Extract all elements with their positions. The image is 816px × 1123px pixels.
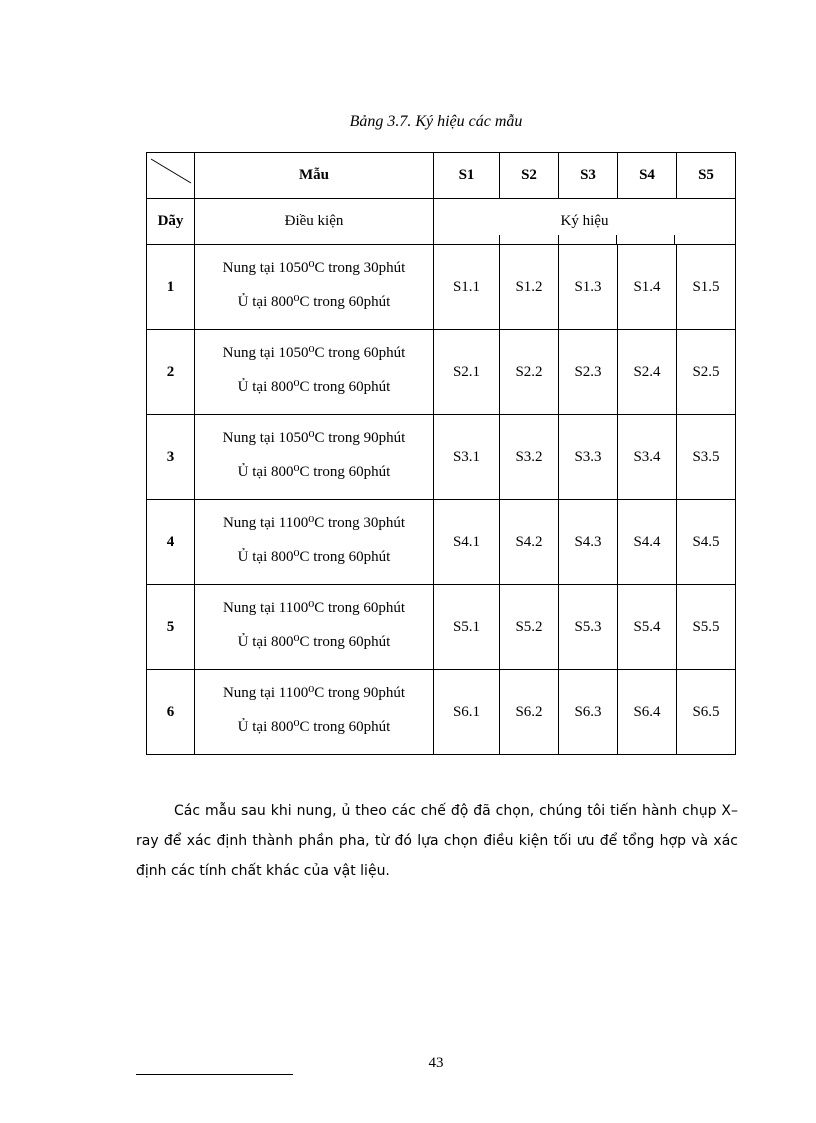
annealing-condition: Ủ tại 800⁰C trong 60phút <box>237 549 391 565</box>
symbol-header-label: Ký hiệu <box>560 213 609 229</box>
page-number: 43 <box>428 1055 444 1071</box>
annealing-condition: Ủ tại 800⁰C trong 60phút <box>237 719 391 735</box>
sample-column-header: S1 <box>434 153 500 199</box>
series-header: Dãy <box>147 199 195 245</box>
firing-condition: Nung tại 1100⁰C trong 90phút <box>222 685 406 701</box>
table-row <box>147 415 736 500</box>
body-paragraph: Các mẫu sau khi nung, ủ theo các chế độ đã chọn, chúng tôi tiến hành chụp X–ray để xác định thành phần pha, từ đó lựa chọn điều kiện tối ưu để tổng hợp và xác định các tính chất khác của vật liệu. <box>136 803 738 879</box>
series-number: 2 <box>147 330 195 415</box>
sample-symbol: S6.1 <box>434 670 500 755</box>
sample-symbol: S4.2 <box>500 500 559 585</box>
sample-symbol: S1.1 <box>434 245 500 330</box>
sample-header: Mẫu <box>195 153 434 199</box>
firing-condition: Nung tại 1100⁰C trong 60phút <box>222 600 406 616</box>
sample-symbol: S2.4 <box>618 330 677 415</box>
sample-symbol: S2.2 <box>500 330 559 415</box>
condition-cell <box>195 585 434 670</box>
sample-symbol: S2.5 <box>677 330 736 415</box>
sample-column-header: S4 <box>618 153 677 199</box>
series-number: 4 <box>147 500 195 585</box>
sample-symbol: S5.4 <box>618 585 677 670</box>
series-number: 6 <box>147 670 195 755</box>
condition-cell <box>195 670 434 755</box>
column-tick <box>674 235 675 244</box>
sample-symbol: S6.2 <box>500 670 559 755</box>
condition-header: Điều kiện <box>195 199 434 245</box>
sample-symbol: S3.4 <box>618 415 677 500</box>
annealing-condition: Ủ tại 800⁰C trong 60phút <box>237 634 391 650</box>
sample-symbol: S3.1 <box>434 415 500 500</box>
sample-symbol: S4.1 <box>434 500 500 585</box>
sample-column-header: S5 <box>677 153 736 199</box>
table-row <box>147 500 736 585</box>
sample-symbol: S5.1 <box>434 585 500 670</box>
diagonal-line <box>147 153 195 198</box>
table-caption: Bảng 3.7. Ký hiệu các mẫu <box>349 113 523 130</box>
column-tick <box>499 235 500 244</box>
sample-symbol: S5.2 <box>500 585 559 670</box>
table-body <box>147 245 736 755</box>
sample-symbol: S1.3 <box>559 245 618 330</box>
samples-table <box>146 152 736 755</box>
table-row <box>147 245 736 330</box>
sample-symbol: S4.5 <box>677 500 736 585</box>
series-number: 5 <box>147 585 195 670</box>
sample-symbol: S4.3 <box>559 500 618 585</box>
column-tick <box>616 235 617 244</box>
table-header-row <box>147 153 736 199</box>
condition-cell <box>195 500 434 585</box>
firing-condition: Nung tại 1050⁰C trong 30phút <box>222 260 406 276</box>
table-row <box>147 670 736 755</box>
table-row <box>147 585 736 670</box>
annealing-condition: Ủ tại 800⁰C trong 60phút <box>237 379 391 395</box>
sample-symbol: S1.5 <box>677 245 736 330</box>
condition-cell <box>195 245 434 330</box>
column-tick <box>558 235 559 244</box>
condition-cell <box>195 330 434 415</box>
sample-symbol: S6.3 <box>559 670 618 755</box>
sample-symbol: S1.2 <box>500 245 559 330</box>
series-number: 3 <box>147 415 195 500</box>
sample-symbol: S2.3 <box>559 330 618 415</box>
sample-symbol: S6.4 <box>618 670 677 755</box>
condition-cell <box>195 415 434 500</box>
sample-column-header: S3 <box>559 153 618 199</box>
table-row <box>147 330 736 415</box>
sample-symbol: S3.2 <box>500 415 559 500</box>
sample-symbol: S3.5 <box>677 415 736 500</box>
series-number: 1 <box>147 245 195 330</box>
sample-symbol: S5.5 <box>677 585 736 670</box>
annealing-condition: Ủ tại 800⁰C trong 60phút <box>237 464 391 480</box>
firing-condition: Nung tại 1100⁰C trong 30phút <box>222 515 406 531</box>
annealing-condition: Ủ tại 800⁰C trong 60phút <box>237 294 391 310</box>
sample-symbol: S6.5 <box>677 670 736 755</box>
corner-diagonal-cell <box>147 153 195 199</box>
footnote-separator <box>136 1074 293 1075</box>
sample-symbol: S1.4 <box>618 245 677 330</box>
sample-symbol: S4.4 <box>618 500 677 585</box>
sample-symbol: S3.3 <box>559 415 618 500</box>
sample-symbol: S2.1 <box>434 330 500 415</box>
symbol-header <box>434 199 736 245</box>
firing-condition: Nung tại 1050⁰C trong 90phút <box>222 430 406 446</box>
sample-symbol: S5.3 <box>559 585 618 670</box>
sample-column-header: S2 <box>500 153 559 199</box>
table-subheader-row <box>147 199 736 245</box>
firing-condition: Nung tại 1050⁰C trong 60phút <box>222 345 406 361</box>
